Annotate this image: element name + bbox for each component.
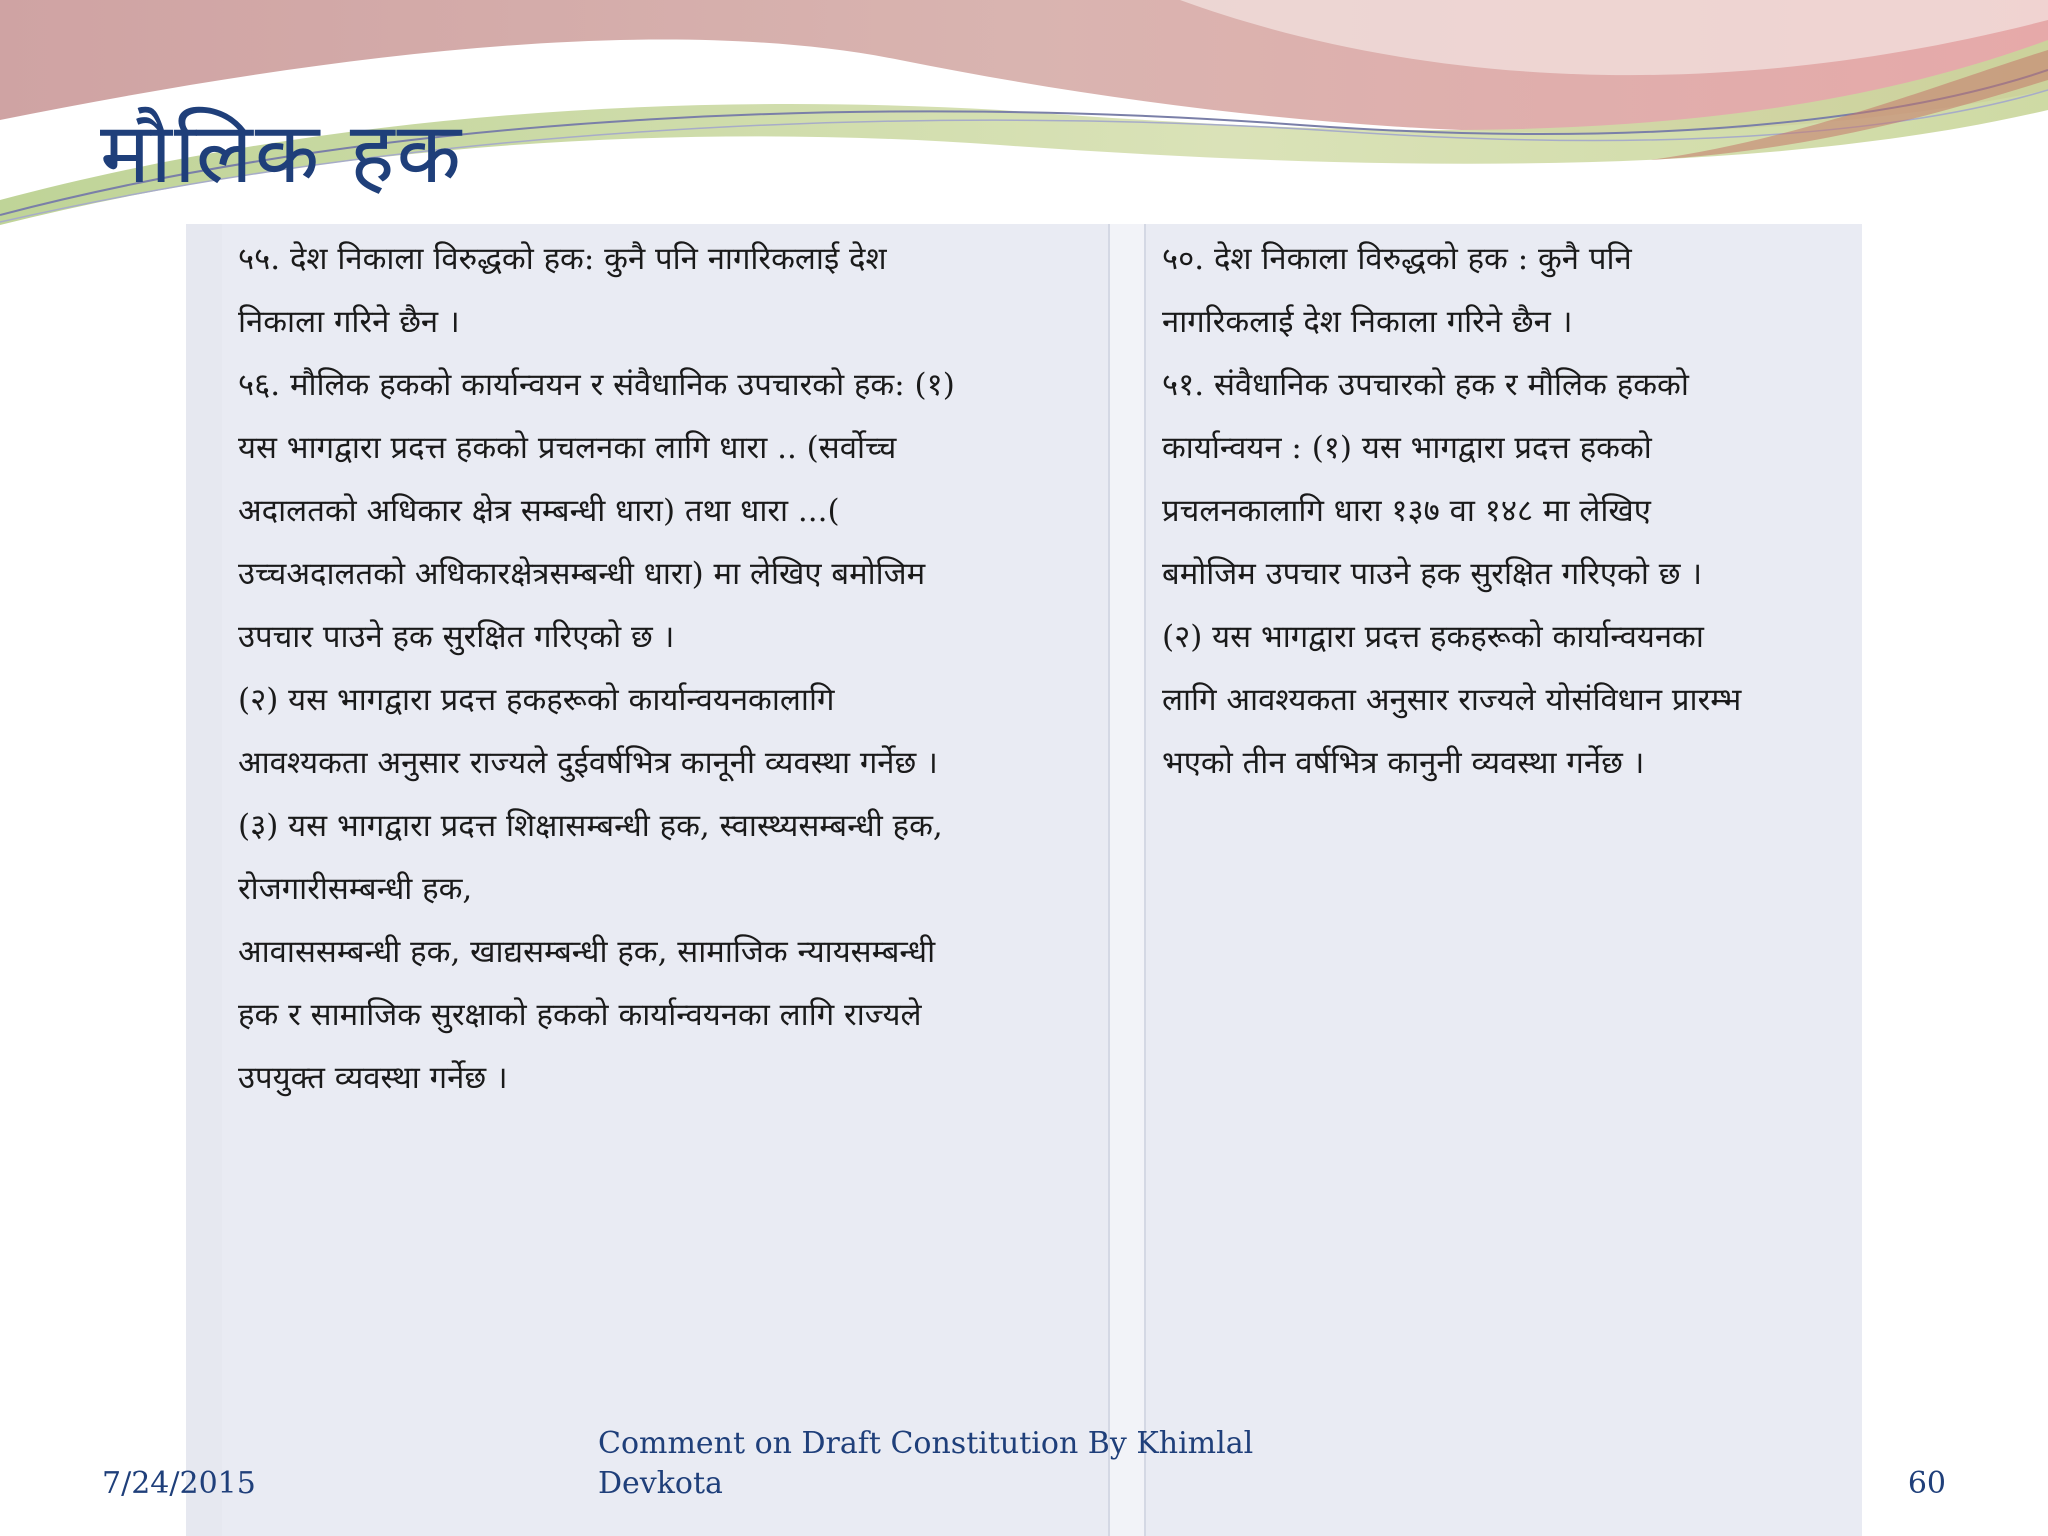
slide-title: मौलिक हक — [100, 104, 464, 202]
text-line: हक र सामाजिक सुरक्षाको हकको कार्यान्वयनका लागि राज्यले — [238, 997, 922, 1033]
text-line: आवाससम्बन्धी हक, खाद्यसम्बन्धी हक, सामाजिक न्यायसम्बन्धी — [238, 934, 936, 970]
text-line: आवश्यकता अनुसार राज्यले दुईवर्षभित्र कानूनी व्यवस्था गर्नेछ । — [238, 745, 938, 781]
text-line: निकाला गरिने छैन । — [238, 304, 460, 340]
footer-comment: Comment on Draft Constitution By Khimlal Devkota — [598, 1426, 1254, 1501]
text-line: यस भागद्वारा प्रदत्त हकको प्रचलनका लागि धारा .. (सर्वोच्च — [238, 430, 897, 466]
left-gutter — [186, 224, 222, 1536]
text-line: (३) यस भागद्वारा प्रदत्त शिक्षासम्बन्धी हक, स्वास्थ्यसम्बन्धी हक, — [238, 808, 943, 844]
text-line: ५६. मौलिक हकको कार्यान्वयन र संवैधानिक उपचारको हक: (१) — [238, 367, 955, 403]
text-line: बमोजिम उपचार पाउने हक सुरक्षित गरिएको छ । — [1162, 556, 1703, 592]
text-line: ५१. संवैधानिक उपचारको हक र मौलिक हकको — [1162, 367, 1689, 403]
page-number: 60 — [1907, 1466, 1946, 1501]
text-line: उच्चअदालतको अधिकारक्षेत्रसम्बन्धी धारा) मा लेखिए बमोजिम — [238, 556, 926, 592]
left-column-draft-text — [222, 224, 1108, 1536]
text-line: अदालतको अधिकार क्षेत्र सम्बन्धी धारा) तथा धारा ...( — [238, 493, 840, 529]
text-line: लागि आवश्यकता अनुसार राज्यले योसंविधान प्रारम्भ — [1162, 682, 1742, 718]
column-divider — [1108, 224, 1146, 1536]
text-line: रोजगारीसम्बन्धी हक, — [238, 871, 473, 907]
text-line: प्रचलनकालागि धारा १३७ वा १४८ मा लेखिए — [1162, 493, 1651, 529]
text-line: उपयुक्त व्यवस्था गर्नेछ । — [238, 1060, 508, 1096]
text-line: ५५. देश निकाला विरुद्धको हक: कुनै पनि नागरिकलाई देश — [238, 241, 887, 277]
text-line: भएको तीन वर्षभित्र कानुनी व्यवस्था गर्नेछ । — [1162, 745, 1645, 781]
text-line: ५०. देश निकाला विरुद्धको हक : कुनै पनि — [1162, 241, 1632, 277]
text-line: (२) यस भागद्वारा प्रदत्त हकहरूको कार्यान्वयनका — [1162, 619, 1704, 655]
footer-date: 7/24/2015 — [102, 1466, 256, 1501]
text-line: कार्यान्वयन : (१) यस भागद्वारा प्रदत्त हकको — [1162, 430, 1652, 466]
text-line: नागरिकलाई देश निकाला गरिने छैन । — [1162, 304, 1573, 340]
text-line: (२) यस भागद्वारा प्रदत्त हकहरूको कार्यान्वयनकालागि — [238, 682, 835, 718]
text-line: उपचार पाउने हक सुरक्षित गरिएको छ । — [238, 619, 675, 655]
right-column-constitution-text — [1146, 224, 1862, 1536]
